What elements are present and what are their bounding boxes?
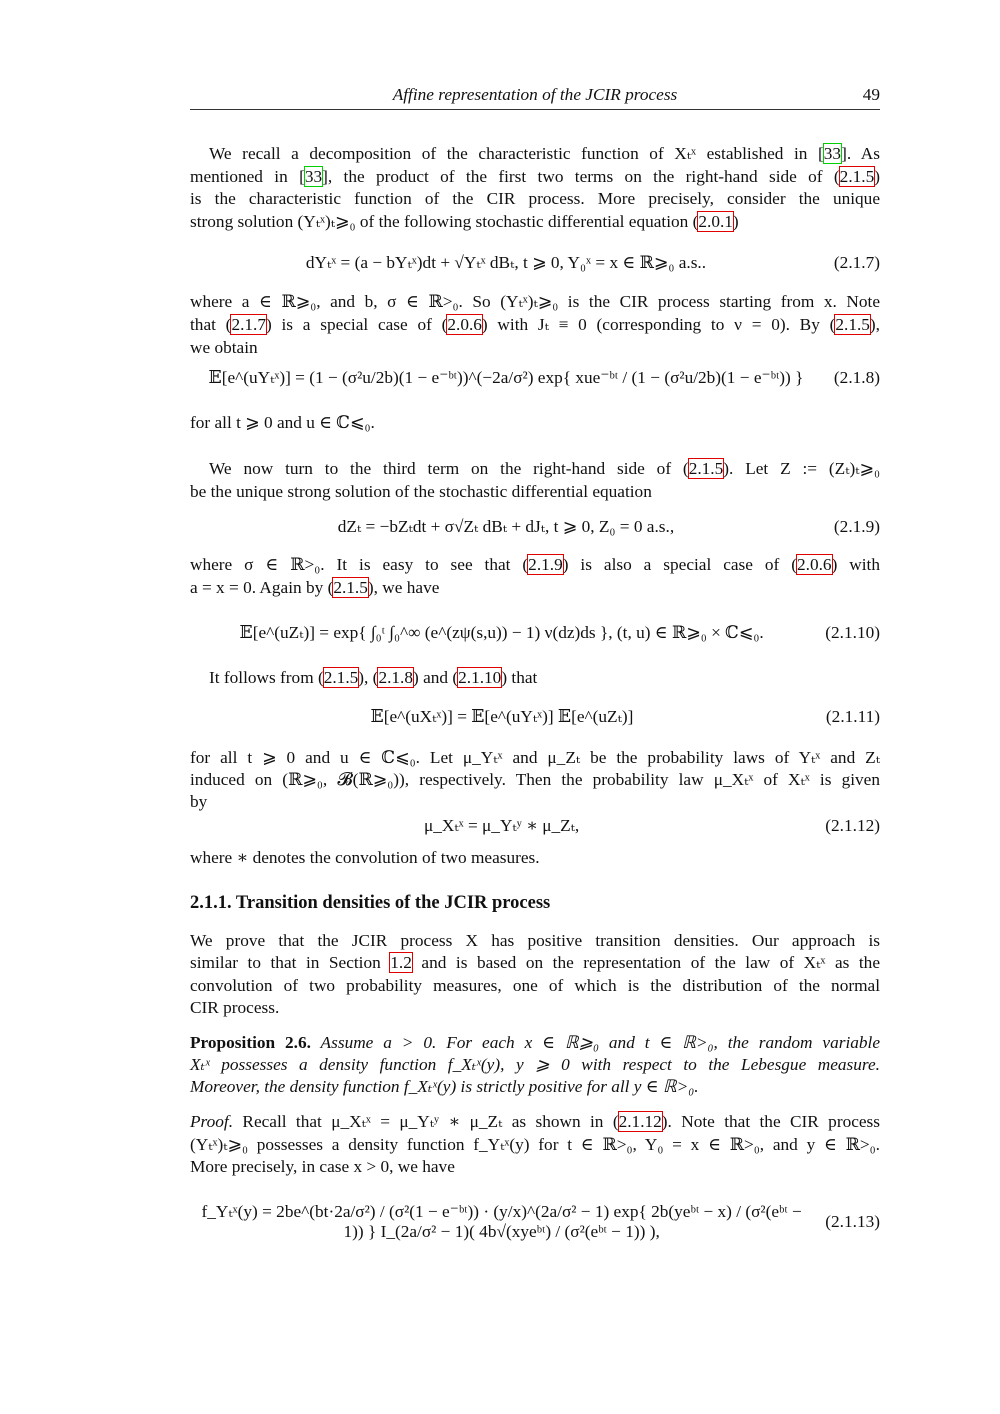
section-heading: 2.1.1. Transition densities of the JCIR process: [190, 893, 551, 913]
equation-reference-link[interactable]: 2.1.5: [839, 167, 875, 186]
equation-number: (2.1.7): [833, 253, 880, 272]
text-run: where ∗ denotes the convolution of two measures.: [190, 848, 540, 867]
equation-reference-link[interactable]: 2.1.12: [618, 1112, 662, 1131]
text-run: CIR process.: [190, 998, 280, 1017]
text-run: where σ ∈ ℝ>₀. It is easy to see that (: [190, 555, 529, 574]
equation-reference-link[interactable]: 2.1.8: [378, 668, 413, 687]
equation-reference-link[interactable]: 2.0.6: [797, 555, 832, 574]
text-run: ) is also a special case of (: [562, 555, 797, 574]
text-run: We now turn to the third term on the right-hand side of (: [209, 459, 689, 478]
text-line: [190, 411, 880, 434]
text-line: [190, 929, 880, 952]
text-run: We prove that the JCIR process X has positive transition densities. Our approach is: [190, 931, 880, 950]
equation-reference-link[interactable]: 2.1.5: [688, 459, 724, 478]
equation-body: 𝔼[e^(uXₜˣ)] = 𝔼[e^(uYₜˣ)] 𝔼[e^(uZₜ)]: [370, 707, 634, 726]
equation-reference-link[interactable]: 2.1.7: [231, 315, 266, 334]
equation-reference-link[interactable]: 2.1.10: [458, 668, 502, 687]
text-run: and is based on the representation of the law of Xₜˣ as the: [411, 953, 880, 972]
text-line: [190, 1155, 880, 1178]
equation-body: f_Yₜˣ(y) = 2be^(bt·2a/σ²) / (σ²(1 − e⁻ᵇᵗ)) · (y/x)^(2a/σ² − 1) exp{ 2b(yeᵇᵗ − x) / (σ²(eᵇᵗ − 1)) } I_(2a/σ² − 1)( 4b√(xyeᵇᵗ) / (σ²(eᵇᵗ − 1)) ),: [201, 1202, 802, 1241]
display-equation: [190, 816, 880, 836]
equation-reference-link[interactable]: 2.0.1: [698, 212, 733, 231]
text-run: ), (: [358, 668, 379, 687]
equation-number: (2.1.13): [825, 1212, 880, 1231]
equation-reference-link[interactable]: 2.1.5: [333, 578, 368, 597]
text-line: [190, 336, 880, 359]
text-line: [190, 768, 880, 791]
equation-reference-link[interactable]: 2.1.9: [528, 555, 563, 574]
display-equation: [190, 368, 880, 388]
text-run: mentioned in [: [190, 167, 305, 186]
equation-number: (2.1.12): [825, 816, 880, 835]
equation-body: 𝔼[e^(uZₜ)] = exp{ ∫₀ᵗ ∫₀^∞ (e^(zψ(s,u)) − 1) ν(dz)ds }, (t, u) ∈ ℝ⩾₀ × ℂ⩽₀.: [239, 623, 764, 642]
equation-reference-link[interactable]: 2.1.5: [835, 315, 870, 334]
text-line: [190, 553, 880, 576]
display-equation: [190, 707, 880, 727]
text-run: is the characteristic function of the CIR process. More precisely, consider the unique: [190, 189, 880, 208]
text-run: Moreover, the density function f_Xₜˣ(y) is strictly positive for all y ∈ ℝ>₀.: [190, 1077, 699, 1096]
text-run: where a ∈ ℝ⩾₀, and b, σ ∈ ℝ>₀. So (Yₜˣ)ₜ⩾₀ is the CIR process starting from x. Note: [190, 292, 880, 311]
text-run: ), we have: [367, 578, 440, 597]
text-run: ). Note that the CIR process: [661, 1112, 880, 1131]
text-run: a = x = 0. Again by (: [190, 578, 334, 597]
text-line: [190, 480, 880, 503]
text-run: ) and (: [413, 668, 459, 687]
text-run: ]. As: [841, 144, 880, 163]
running-header-title: Affine representation of the JCIR process: [392, 85, 678, 104]
proposition-label: Proposition 2.6.: [190, 1033, 311, 1052]
text-run: ) that: [501, 668, 538, 687]
text-run: similar to that in Section: [190, 953, 391, 972]
equation-reference-link[interactable]: 2.0.6: [447, 315, 482, 334]
equation-reference-link[interactable]: 2.1.5: [323, 668, 359, 687]
text-run: ], the product of the first two terms on the right-hand side of (: [322, 167, 840, 186]
text-run: convolution of two probability measures, one of which is the distribution of the normal: [190, 976, 880, 995]
text-line: [190, 666, 880, 689]
text-run: Recall that μ_Xₜˣ = μ_Yₜʸ ∗ μ_Zₜ as shown in (: [233, 1112, 619, 1131]
equation-body: dYₜˣ = (a − bYₜˣ)dt + √Yₜˣ dBₜ, t ⩾ 0, Y₀ˣ = x ∈ ℝ⩾₀ a.s..: [305, 253, 707, 272]
display-equation: [190, 1202, 880, 1242]
text-run: Assume a > 0. For each x ∈ ℝ⩾₀ and t ∈ ℝ>₀, the random variable: [310, 1033, 880, 1052]
display-equation: [190, 253, 880, 273]
proposition-line: [190, 1053, 880, 1076]
text-line: [190, 313, 880, 336]
text-line: [190, 576, 880, 599]
proof-label: Proof.: [190, 1112, 234, 1131]
text-run: we obtain: [190, 338, 258, 357]
text-line: [190, 974, 880, 997]
display-equation: [190, 517, 880, 537]
text-run: ) is a special case of (: [266, 315, 448, 334]
text-run: We recall a decomposition of the characteristic function of Xₜˣ established in [: [209, 144, 824, 163]
text-line: [190, 165, 880, 188]
equation-reference-link[interactable]: 1.2: [390, 953, 412, 972]
text-line: [190, 1133, 880, 1156]
text-run: ): [732, 212, 739, 231]
text-run: It follows from (: [209, 668, 324, 687]
equation-number: (2.1.8): [833, 368, 880, 387]
text-run: ),: [869, 315, 880, 334]
text-line: [190, 142, 880, 165]
equation-number: (2.1.10): [825, 623, 880, 642]
text-line: [190, 1110, 880, 1133]
text-run: ) with: [831, 555, 880, 574]
text-line: [190, 951, 880, 974]
equation-body: μ_Xₜˣ = μ_Yₜʸ ∗ μ_Zₜ,: [424, 816, 580, 835]
text-line: [190, 210, 880, 233]
text-run: that (: [190, 315, 232, 334]
text-line: [190, 790, 880, 813]
text-line: [190, 457, 880, 480]
proposition-line: [190, 1075, 880, 1098]
text-run: for all t ⩾ 0 and u ∈ ℂ⩽₀. Let μ_Yₜˣ and μ_Zₜ be the probability laws of Yₜˣ and Zₜ: [190, 748, 880, 767]
citation-link[interactable]: 33: [304, 167, 323, 186]
text-run: (Yₜˣ)ₜ⩾₀ possesses a density function f_Yₜˣ(y) for t ∈ ℝ>₀, Y₀ = x ∈ ℝ>₀, and y ∈ ℝ>₀.: [190, 1135, 880, 1154]
text-run: for all t ⩾ 0 and u ∈ ℂ⩽₀.: [190, 413, 375, 432]
text-line: [190, 846, 880, 869]
page-number: 49: [862, 85, 880, 104]
text-run: be the unique strong solution of the stochastic differential equation: [190, 482, 652, 501]
text-line: [190, 290, 880, 313]
equation-body: 𝔼[e^(uYₜˣ)] = (1 − (σ²u/2b)(1 − e⁻ᵇᵗ))^(−2a/σ²) exp{ xue⁻ᵇᵗ / (1 − (σ²u/2b)(1 − e⁻ᵇᵗ)) }: [208, 368, 804, 387]
text-line: [190, 187, 880, 210]
proposition-line: [190, 1031, 880, 1054]
display-equation: [190, 623, 880, 643]
text-run: ): [874, 167, 880, 186]
header-rule: [190, 109, 880, 110]
text-run: Xₜˣ possesses a density function f_Xₜˣ(y), y ⩾ 0 with respect to the Lebesgue measure.: [190, 1055, 880, 1074]
equation-number: (2.1.9): [833, 517, 880, 536]
text-run: More precisely, in case x > 0, we have: [190, 1157, 455, 1176]
text-line: [190, 746, 880, 769]
text-run: by: [190, 792, 208, 811]
citation-link[interactable]: 33: [823, 144, 842, 163]
equation-number: (2.1.11): [825, 707, 880, 726]
text-run: induced on (ℝ⩾₀, 𝓑(ℝ⩾₀)), respectively. Then the probability law μ_Xₜˣ of Xₜˣ is given: [190, 770, 880, 789]
text-run: ). Let Z := (Zₜ)ₜ⩾₀: [723, 459, 880, 478]
text-line: [190, 996, 880, 1019]
text-run: strong solution (Yₜˣ)ₜ⩾₀ of the following stochastic differential equation (: [190, 212, 699, 231]
text-run: ) with Jₜ ≡ 0 (corresponding to ν = 0). By (: [481, 315, 836, 334]
equation-body: dZₜ = −bZₜdt + σ√Zₜ dBₜ + dJₜ, t ⩾ 0, Z₀ = 0 a.s.,: [337, 517, 675, 536]
